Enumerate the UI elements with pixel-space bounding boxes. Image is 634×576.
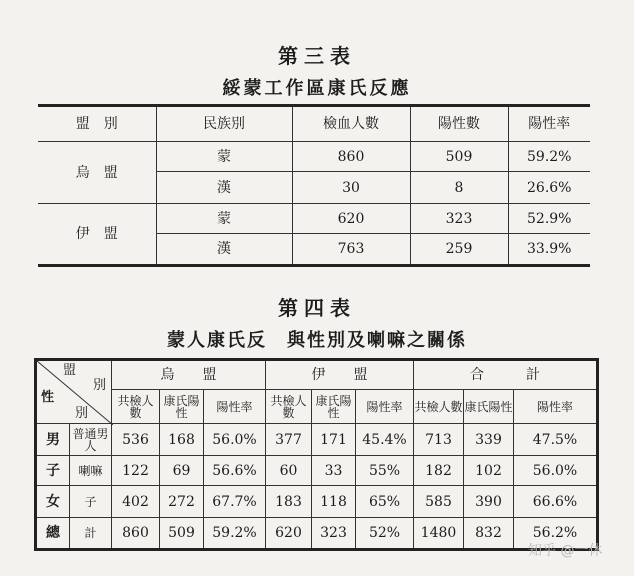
table3-rate-cell: 59.2% (508, 142, 590, 172)
table3-tested-cell: 30 (292, 172, 410, 204)
table4-value-cell: 66.6% (514, 486, 598, 518)
table4-group-header: 烏 盟 (112, 360, 266, 390)
table4-subheader: 康氏陽性 (312, 390, 356, 424)
table4-value-cell: 585 (414, 486, 464, 518)
table3-league-cell: 伊 盟 (38, 204, 156, 266)
table4-value-cell: 33 (312, 456, 356, 486)
table4-subheader: 共檢人數 (414, 390, 464, 424)
table4-row-label-primary: 總 (36, 518, 70, 550)
table3-league-cell: 烏 盟 (38, 142, 156, 204)
table3-header-tested: 檢血人數 (292, 106, 410, 142)
table4-value-cell: 860 (112, 518, 160, 550)
table3-positive-cell: 8 (410, 172, 508, 204)
table4-value-cell: 536 (112, 424, 160, 456)
table4-value-cell: 56.2% (514, 518, 598, 550)
table4-subheader: 康氏陽性 (464, 390, 514, 424)
table4-value-cell: 60 (266, 456, 312, 486)
table4-value-cell: 65% (356, 486, 414, 518)
table4-value-cell: 509 (160, 518, 204, 550)
table4-subheader: 共檢人數 (266, 390, 312, 424)
table4-value-cell: 182 (414, 456, 464, 486)
table4-value-cell: 118 (312, 486, 356, 518)
corner-label-bottom: 別 (75, 406, 89, 421)
table4-subtitle: 蒙人康氏反 與性別及喇嘛之關係 (167, 330, 467, 351)
table3-header-positive: 陽性數 (410, 106, 508, 142)
table3-subtitle: 綏蒙工作區康氏反應 (222, 78, 412, 99)
table4-value-cell: 52% (356, 518, 414, 550)
table4-group-header: 合 計 (414, 360, 598, 390)
table4-subheader: 共檢人數 (112, 390, 160, 424)
table4-row-label-secondary: 子 (70, 486, 112, 518)
table4-value-cell: 56.6% (204, 456, 266, 486)
table3-rate-cell: 26.6% (508, 172, 590, 204)
table3-ethnic-cell: 蒙 (156, 142, 292, 172)
table4-value-cell: 47.5% (514, 424, 598, 456)
table4-value-cell: 323 (312, 518, 356, 550)
table3-positive-cell: 509 (410, 142, 508, 172)
table-row (38, 142, 590, 172)
table4-value-cell: 390 (464, 486, 514, 518)
table3-header-ethnic: 民族別 (156, 106, 292, 142)
table4-value-cell: 183 (266, 486, 312, 518)
table4-subheader-row (36, 390, 598, 424)
table4-value-cell: 713 (414, 424, 464, 456)
table3-positive-cell: 323 (410, 204, 508, 234)
table4-value-cell: 69 (160, 456, 204, 486)
table3-header-rate: 陽性率 (508, 106, 590, 142)
table4-value-cell: 377 (266, 424, 312, 456)
table4-value-cell: 620 (266, 518, 312, 550)
table3-number-title: 第三表 (278, 44, 356, 68)
table4-row-label-primary: 男 (36, 424, 70, 456)
table4-value-cell: 56.0% (514, 456, 598, 486)
table4-value-cell: 168 (160, 424, 204, 456)
table4-value-cell: 1480 (414, 518, 464, 550)
table4-value-cell: 59.2% (204, 518, 266, 550)
table3-tested-cell: 763 (292, 234, 410, 266)
table-row (36, 518, 598, 550)
table-row (36, 456, 598, 486)
table4-group-header: 伊 盟 (266, 360, 414, 390)
table3-header-league: 盟 別 (38, 106, 156, 142)
corner-label-top: 盟 (63, 363, 77, 378)
table4-group-header-row (36, 360, 598, 390)
table4-value-cell: 55% (356, 456, 414, 486)
table4-value-cell: 45.4% (356, 424, 414, 456)
table-row (36, 486, 598, 518)
table4-value-cell: 102 (464, 456, 514, 486)
table3-ethnic-cell: 蒙 (156, 204, 292, 234)
table4-value-cell: 402 (112, 486, 160, 518)
corner-label-mid: 別 (93, 378, 107, 393)
table4-row-label-primary: 子 (36, 456, 70, 486)
table4-value-cell: 56.0% (204, 424, 266, 456)
table4-subheader: 康氏陽性 (160, 390, 204, 424)
table-row (36, 424, 598, 456)
table4-number-title: 第四表 (278, 296, 356, 320)
table4-value-cell: 122 (112, 456, 160, 486)
table3-tested-cell: 860 (292, 142, 410, 172)
table4-row-label-primary: 女 (36, 486, 70, 518)
table4-row-label-secondary: 喇嘛 (70, 456, 112, 486)
table4-value-cell: 272 (160, 486, 204, 518)
table3-header-row (38, 106, 590, 142)
table4-row-label-secondary: 普通男人 (70, 424, 112, 456)
table4-subheader: 陽性率 (204, 390, 266, 424)
table3-ethnic-cell: 漢 (156, 234, 292, 266)
table4-subheader: 陽性率 (356, 390, 414, 424)
table3-positive-cell: 259 (410, 234, 508, 266)
table4-value-cell: 339 (464, 424, 514, 456)
table4-value-cell: 67.7% (204, 486, 266, 518)
table4-corner-cell (36, 360, 112, 424)
table-row (38, 204, 590, 234)
table3-tested-cell: 620 (292, 204, 410, 234)
table3-rate-cell: 33.9% (508, 234, 590, 266)
table3-rate-cell: 52.9% (508, 204, 590, 234)
table3-ethnic-cell: 漢 (156, 172, 292, 204)
table4-row-label-secondary: 計 (70, 518, 112, 550)
table4-subheader: 陽性率 (514, 390, 598, 424)
watermark: 知乎 @一休 (528, 543, 603, 559)
table4 (34, 358, 599, 551)
corner-label-left: 性 (41, 390, 55, 405)
table3 (38, 104, 590, 267)
table4-value-cell: 171 (312, 424, 356, 456)
table4-value-cell: 832 (464, 518, 514, 550)
